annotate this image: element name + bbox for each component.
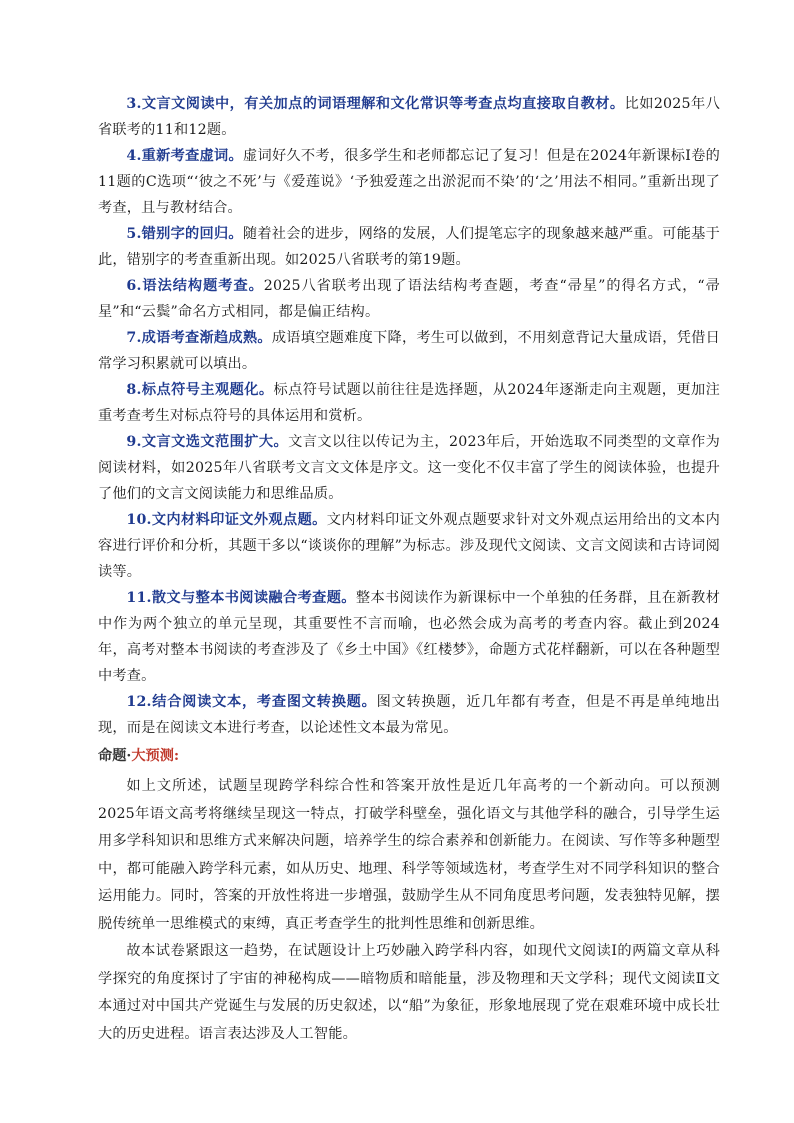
item-body: 图文转换题，近几年都有考查，但是不再是单纯地出现，而是在阅读文本进行考查，以论述性文本最为常见。 — [98, 694, 720, 736]
item-lead: 7.成语考查渐趋成熟。 — [126, 330, 272, 346]
item-11 — [98, 585, 720, 689]
item-8 — [98, 377, 720, 429]
item-body: 虚词好久不考，很多学生和老师都忘记了复习！但是在2024年新课标Ⅰ卷的11题的C选项“‘彼之不死’与《爱莲说》‘予独爱莲之出淤泥而不染’的‘之’用法不相同。”重新出现了考查，且与教材结合。 — [98, 148, 720, 216]
item-lead: 6.语法结构题考查。 — [126, 278, 264, 294]
item-10 — [98, 507, 720, 585]
item-6 — [98, 273, 720, 325]
body-paragraph: 故本试卷紧跟这一趋势，在试题设计上巧妙融入跨学科内容，如现代文阅读Ⅰ的两篇文章从科学探究的角度探讨了宇宙的神秘构成——暗物质和暗能量，涉及物理和天文学科；现代文阅读Ⅱ文本通过对中国共产党诞生与发展的历史叙述，以“船”为象征，形象地展现了党在艰难环境中成长壮大的历史进程。语言表达涉及人工智能。 — [98, 943, 720, 1042]
section-heading — [98, 743, 720, 769]
item-lead: 3.文言文阅读中，有关加点的词语理解和文化常识等考查点均直接取自教材。 — [126, 96, 625, 112]
item-12 — [98, 689, 720, 741]
section-title-prefix: 命题· — [98, 748, 132, 764]
document-page — [98, 91, 720, 1048]
item-body: 文内材料印证文外观点题要求针对文外观点运用给出的文本内容进行评价和分析，其题干多以“谈谈你的理解”为标志。涉及现代文阅读、文言文阅读和古诗词阅读等。 — [98, 512, 721, 580]
item-7 — [98, 325, 720, 377]
item-body: 随着社会的进步，网络的发展，人们提笔忘字的现象越来越严重。可能基于此，错别字的考查重新出现。如2025八省联考的第19题。 — [98, 226, 720, 268]
item-3 — [98, 91, 720, 143]
item-9 — [98, 429, 720, 507]
body-paragraph: 如上文所述，试题呈现跨学科综合性和答案开放性是近几年高考的一个新动向。可以预测2025年语文高考将继续呈现这一特点，打破学科壁垒，强化语文与其他学科的融合，引导学生运用多学科知识和思维方式来解决问题，培养学生的综合素养和创新能力。在阅读、写作等多种题型中，都可能融入跨学科元素，如从历史、地理、科学等领域选材，考查学生对不同学科知识的整合运用能力。同时，答案的开放性将进一步增强，鼓励学生从不同角度思考问题，发表独特见解，摆脱传统单一思维模式的束缚，真正考查学生的批判性思维和创新思维。 — [98, 778, 720, 932]
item-lead: 4.重新考查虚词。 — [126, 148, 243, 164]
item-5 — [98, 221, 720, 273]
item-body: 2025八省联考出现了语法结构考查题，考查“帚星”的得名方式，“帚星”和“云鬓”命名方式相同，都是偏正结构。 — [98, 278, 720, 320]
item-lead: 10.文内材料印证文外观点题。 — [126, 512, 327, 528]
item-body: 比如2025年八省联考的11和12题。 — [98, 96, 720, 138]
item-4 — [98, 143, 720, 221]
item-lead: 9.文言文选文范围扩大。 — [126, 434, 289, 450]
item-lead: 5.错别字的回归。 — [126, 226, 243, 242]
item-lead: 8.标点符号主观题化。 — [126, 382, 274, 398]
item-lead: 12.结合阅读文本，考查图文转换题。 — [126, 694, 377, 710]
item-lead: 11.散文与整本书阅读融合考查题。 — [126, 590, 356, 606]
item-body: 整本书阅读作为新课标中一个单独的任务群，且在新教材中作为两个独立的单元呈现，其重要性不言而喻，也必然会成为高考的考查内容。截止到2024年，高考对整本书阅读的考查涉及了《乡土中国》《红楼梦》，命题方式花样翻新，可以在各种题型中考查。 — [98, 590, 720, 684]
section-title-accent: 大预测: — [131, 748, 180, 764]
item-body: 成语填空题难度下降，考生可以做到，不用刻意背记大量成语，凭借日常学习积累就可以填出。 — [98, 330, 720, 372]
item-body: 标点符号试题以前往往是选择题，从2024年逐渐走向主观题，更加注重考查考生对标点符号的具体运用和赏析。 — [98, 382, 720, 424]
item-body: 文言文以往以传记为主，2023年后，开始选取不同类型的文章作为阅读材料，如2025年八省联考文言文文体是序文。这一变化不仅丰富了学生的阅读体验，也提升了他们的文言文阅读能力和思维品质。 — [98, 434, 720, 502]
